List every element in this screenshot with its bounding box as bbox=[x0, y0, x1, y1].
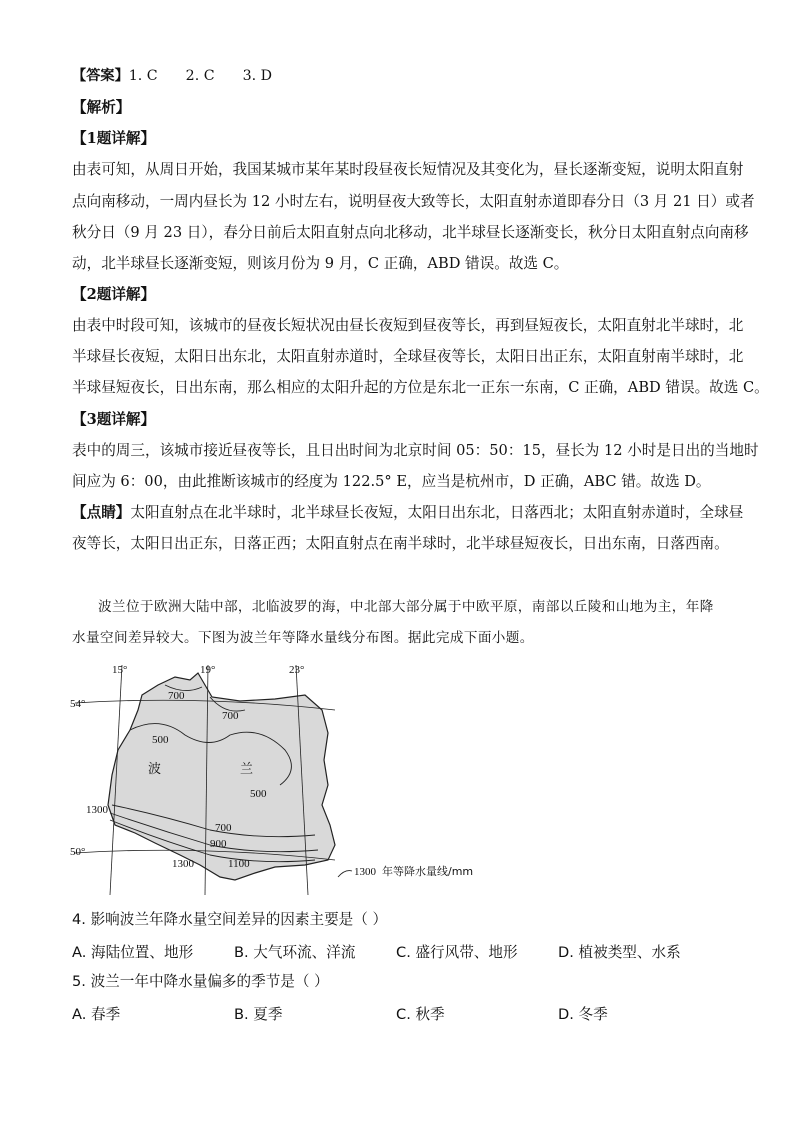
q1-line: 由表可知，从周日开始，我国某城市某年某时段昼夜长短情况及其变化为，昼长逐渐变短，说明太阳直射 bbox=[72, 161, 744, 178]
country-char: 兰 bbox=[240, 762, 254, 777]
q3-label: 【3题详解】 bbox=[72, 411, 156, 428]
isohyet-label: 1300 bbox=[86, 804, 108, 816]
isohyet-label: 700 bbox=[215, 822, 232, 834]
tip-line: 夜等长，太阳日出正东，日落正西；太阳直射点在南半球时，北半球昼短夜长，日出东南，日落西南。 bbox=[72, 535, 729, 552]
q5-option-b[interactable]: B. 夏季 bbox=[234, 1006, 283, 1023]
q1-line: 点向南移动，一周内昼长为 12 小时左右，说明昼夜大致等长，太阳直射赤道即春分日（3 月 21 日）或者 bbox=[72, 193, 755, 210]
analysis-label: 【解析】 bbox=[72, 99, 131, 116]
lon-label: 15° bbox=[112, 664, 128, 676]
lon-label: 19° bbox=[200, 664, 216, 676]
q2-label: 【2题详解】 bbox=[72, 286, 156, 303]
q2-line: 半球昼长夜短，太阳日出东北，太阳直射赤道时，全球昼夜等长，太阳日出正东，太阳直射南半球时，北 bbox=[72, 348, 744, 365]
isohyet-label: 900 bbox=[210, 838, 227, 850]
q5-option-d[interactable]: D. 冬季 bbox=[558, 1006, 608, 1023]
answer-label: 【答案】 bbox=[72, 68, 129, 84]
q1-label: 【1题详解】 bbox=[72, 130, 156, 147]
q2-line: 由表中时段可知，该城市的昼夜长短状况由昼长夜短到昼夜等长，再到昼短夜长，太阳直射北半球时，北 bbox=[72, 317, 744, 334]
q4-option-c[interactable]: C. 盛行风带、地形 bbox=[396, 944, 518, 961]
q4-option-b[interactable]: B. 大气环流、洋流 bbox=[234, 944, 356, 961]
answer-item: 3. D bbox=[242, 68, 272, 84]
q5-option-a[interactable]: A. 春季 bbox=[72, 1006, 121, 1023]
q2-line: 半球昼短夜长，日出东南，那么相应的太阳升起的方位是东北一正东一东南，C 正确，ABD 错误。故选 C。 bbox=[72, 379, 769, 396]
isohyet-label: 700 bbox=[168, 690, 185, 702]
q4-stem: 4. 影响波兰年降水量空间差异的因素主要是（ ） bbox=[72, 911, 388, 928]
isohyet-label: 500 bbox=[250, 788, 267, 800]
stem-line: 水量空间差异较大。下图为波兰年等降水量线分布图。据此完成下面小题。 bbox=[72, 630, 534, 646]
tip-text: 太阳直射点在北半球时，北半球昼长夜短，太阳日出东北，日落西北；太阳直射赤道时，全球昼 bbox=[130, 504, 744, 521]
isohyet-label: 700 bbox=[222, 710, 239, 722]
legend-text: 年等降水量线/mm bbox=[382, 865, 474, 878]
answer-item: 1. C bbox=[128, 68, 158, 84]
q1-line: 秋分日（9 月 23 日），春分日前后太阳直射点向北移动，北半球昼长逐渐变长，秋分日太阳直射点向南移 bbox=[72, 224, 749, 241]
poland-isohyet-map bbox=[60, 655, 500, 900]
country-char: 波 bbox=[148, 762, 162, 777]
stem-line: 波兰位于欧洲大陆中部，北临波罗的海，中北部大部分属于中欧平原，南部以丘陵和山地为主，年降 bbox=[98, 599, 714, 615]
q1-line: 动，北半球昼长逐渐变短，则该月份为 9 月，C 正确，ABD 错误。故选 C。 bbox=[72, 255, 569, 272]
q5-stem: 5. 波兰一年中降水量偏多的季节是（ ） bbox=[72, 973, 329, 990]
lat-label: 50° bbox=[70, 846, 86, 858]
answer-item: 2. C bbox=[185, 68, 215, 84]
q4-option-a[interactable]: A. 海陆位置、地形 bbox=[72, 944, 194, 961]
isohyet-label: 1300 bbox=[172, 858, 194, 870]
legend-value: 1300 bbox=[354, 866, 376, 878]
q4-option-d[interactable]: D. 植被类型、水系 bbox=[558, 944, 681, 961]
tip-line bbox=[72, 503, 743, 523]
lat-label: 54° bbox=[70, 698, 86, 710]
q3-line: 表中的周三，该城市接近昼夜等长，且日出时间为北京时间 05：50：15，昼长为 12 小时是日出的当地时 bbox=[72, 442, 759, 459]
q5-option-c[interactable]: C. 秋季 bbox=[396, 1006, 445, 1023]
q3-line: 间应为 6：00，由此推断该城市的经度为 122.5° E，应当是杭州市，D 正确，ABC 错。故选 D。 bbox=[72, 473, 711, 490]
tip-label: 【点睛】 bbox=[72, 504, 131, 521]
isohyet-label: 500 bbox=[152, 734, 169, 746]
answer-line bbox=[72, 66, 272, 86]
lon-label: 23° bbox=[289, 664, 305, 676]
isohyet-label: 1100 bbox=[228, 858, 250, 870]
